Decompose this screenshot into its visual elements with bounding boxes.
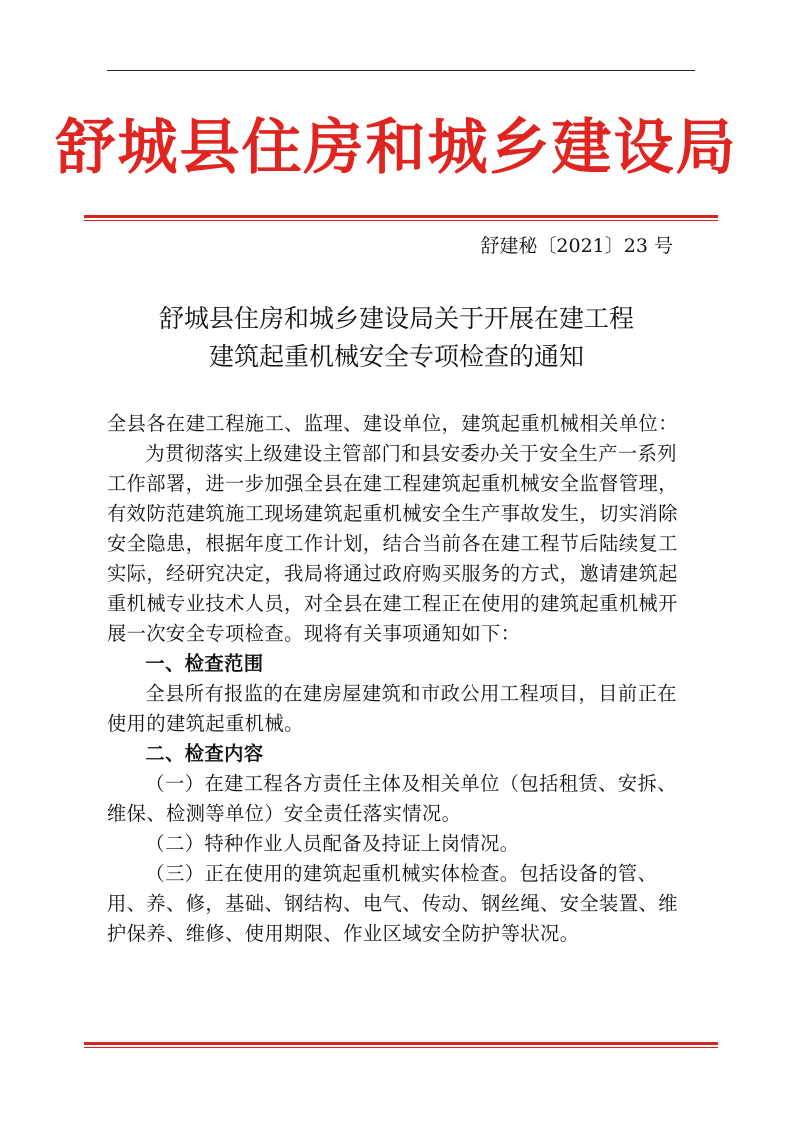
red-divider-bottom-thin <box>84 1047 718 1048</box>
section-heading-scope: 一、检查范围 <box>145 652 264 675</box>
content-item-2: （二）特种作业人员配备及持证上岗情况。 <box>145 832 520 855</box>
document-body <box>107 409 687 949</box>
document-title-line-1: 舒城县住房和城乡建设局关于开展在建工程 <box>158 304 634 333</box>
section-heading-content: 二、检查内容 <box>145 742 264 765</box>
red-divider-top-thick <box>84 215 718 218</box>
salutation: 全县各在建工程施工、监理、建设单位，建筑起重机械相关单位： <box>107 412 678 435</box>
masthead-title: 舒城县住房和城乡建设局 <box>55 113 738 183</box>
red-divider-top-thin <box>84 220 718 221</box>
red-divider-top <box>84 215 718 221</box>
document-title-line-2: 建筑起重机械安全专项检查的通知 <box>208 342 584 371</box>
intro-paragraph: 为贯彻落实上级建设主管部门和县安委办关于安全生产一系列工作部署，进一步加强全县在建工程建筑起重机械安全监督管理，有效防范建筑施工现场建筑起重机械安全生产事故发生，切实消除安全隐患，根据年度工作计划，结合当前各在建工程节后陆续复工实际，经研究决定，我局将通过政府购买服务的方式，邀请建筑起重机械专业技术人员，对全县在建工程正在使用的建筑起重机械开展一次安全专项检查。现将有关事项通知如下： <box>107 442 678 645</box>
content-item-1: （一）在建工程各方责任主体及相关单位（包括租赁、安拆、维保、检测等单位）安全责任落实情况。 <box>107 772 677 825</box>
content-item-3: （三）正在使用的建筑起重机械实体检查。包括设备的管、用、养、修，基础、钢结构、电气、传动、钢丝绳、安全装置、维护保养、维修、使用期限、作业区域安全防护等状况。 <box>107 862 678 945</box>
header-top-rule <box>107 70 695 71</box>
document-number: 舒建秘〔2021〕23 号 <box>480 235 673 257</box>
red-divider-bottom <box>84 1042 718 1048</box>
scope-paragraph: 全县所有报监的在建房屋建筑和市政公用工程项目，目前正在使用的建筑起重机械。 <box>107 682 677 735</box>
red-divider-bottom-thick <box>84 1042 718 1045</box>
document-title <box>0 300 793 376</box>
